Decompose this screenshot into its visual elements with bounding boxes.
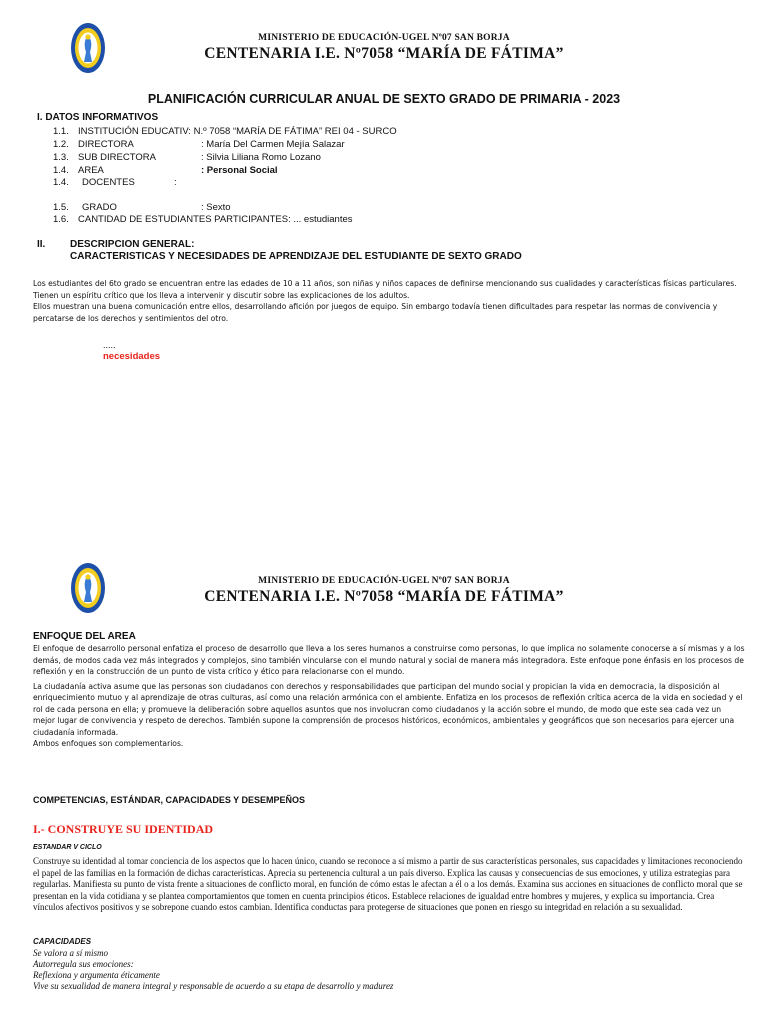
datos-row-grado [53,202,231,213]
datos-row-docentes [53,177,177,188]
document-title: PLANIFICACIÓN CURRICULAR ANUAL DE SEXTO GRADO DE PRIMARIA - 2023 [147,92,621,106]
row-label: INSTITUCIÓN EDUCATIV: N.º 7058 “MARÍA DE FÁTIMA” REI 04 - SURCO [78,126,397,137]
row-value: : Sexto [201,202,231,213]
row-number: 1.3. [53,152,69,163]
ministry-header: MINISTERIO DE EDUCACIÓN-UGEL Nº07 SAN BORJA [258,576,510,586]
estandar-text: Construye su identidad al tomar conciencia de los aspectos que lo hacen único, cuando se reconoce a sí mismo a partir de sus características personales, sus capacidades y limitaciones reconociendo el papel de las familias en la formación de dichas características. Aprecia su pertenencia cultural a un país diverso. Explica las causas y consecuencias de sus emociones, y utiliza estrategias para regularlas. Manifiesta su punto de vista frente a situaciones de conflicto moral, en función de cómo estas le afectan a él o a los demás. Examina sus acciones en situaciones de conflicto moral que se presentan en la vida cotidiana y se plantea comportamientos que tomen en cuenta principios éticos. Establece relaciones de igualdad entre hombres y mujeres, y explica su importancia. Crea vínculos afectivos positivos y se sobrepone cuando estos cambian. Identifica conductas para protegerse de situaciones que ponen en riesgo su integridad en relación a su sexualidad. [33,856,743,912]
row-label: CANTIDAD DE ESTUDIANTES PARTICIPANTES: ... estudiantes [78,214,353,225]
row-number: 1.5. [53,202,69,213]
capacidad-item: Reflexiona y argumenta éticamente [33,970,160,980]
datos-heading: I. DATOS INFORMATIVOS [37,112,159,123]
datos-row-cantidad [53,214,353,225]
capacidad-item: Se valora a sí mismo [33,948,108,958]
descripcion-paragraph-2: Ellos muestran una buena comunicación entre ellos, desarrollando afición por juegos de equipo. Sin embargo todavía tienen dificultades para respetar las normas de convivencia y percatarse de los derechos y sentimientos del otro. [33,302,718,323]
capacidad-item: Vive su sexualidad de manera integral y responsable de acuerdo a su etapa de desarrollo y madurez [33,981,394,991]
page-break [0,530,768,544]
row-number: 1.2. [53,139,69,150]
enfoque-heading: ENFOQUE DEL AREA [33,631,136,642]
datos-row-directora [53,139,345,150]
datos-row-institucion [53,126,397,137]
datos-row-area [53,165,278,176]
descripcion-heading: DESCRIPCION GENERAL: [70,239,195,250]
estandar-label: ESTANDAR V CICLO [33,844,102,851]
capacidades-label: CAPACIDADES [33,937,92,946]
placeholder-dots: ..... [103,340,116,350]
row-label: SUB DIRECTORA [78,152,156,163]
competencias-heading: COMPETENCIAS, ESTÁNDAR, CAPACIDADES Y DESEMPEÑOS [33,795,306,805]
row-value: : [174,177,177,188]
row-value: : María Del Carmen Mejía Salazar [201,139,345,150]
capacidad-item: Autorregula sus emociones: [33,959,134,969]
enfoque-paragraph-3: Ambos enfoques son complementarios. [33,739,184,748]
competencia-1-title: I.- CONSTRUYE SU IDENTIDAD [33,822,214,836]
row-number: 1.4. [53,177,69,188]
enfoque-paragraph-2: La ciudadanía activa asume que las personas son ciudadanos con derechos y responsabilidades que participan del mundo social y propician la vida en democracia, la disposición al enriquecimiento mutuo y al aprendizaje de otras culturas, así como una relación armónica con el ambiente. Enfatiza en los procesos de reflexión crítica acerca de la vida en sociedad y el rol de cada persona en ella; y promueve la deliberación sobre aquellos asuntos que nos involucran como ciudadanos y la acción sobre el mundo, de modo que este sea cada vez un mejor lugar de convivencia y respeto de derechos. También supone la comprensión de procesos históricos, económicos, ambientales y geográficos que son necesarios para ejercer una ciudadanía informada. [33,681,743,737]
row-label: DIRECTORA [78,139,134,150]
descripcion-paragraph-1: Los estudiantes del 6to grado se encuentran entre las edades de 10 a 11 años, son niñas y niños capaces de definirse mencionando sus cualidades y características físicas particulares. Tienen un espíritu crítico que los lleva a intervenir y discutir sobre las explicaciones de los adultos. [33,279,737,300]
descripcion-heading-number: II. [37,239,46,250]
enfoque-paragraph-1: El enfoque de desarrollo personal enfatiza el proceso de desarrollo que lleva a los seres humanos a construirse como personas, lo que implica no solamente conocerse a sí mismas y a los demás, de modos cada vez más integrados y complejos, sino también vincularse con el mundo natural y social de manera más integradora. Este enfoque pone énfasis en los procesos de reflexión y en la construcción de un punto de vista crítico y ético para relacionarse con el mundo. [33,644,745,676]
row-number: 1.1. [53,126,69,137]
descripcion-subheading: CARACTERISTICAS Y NECESIDADES DE APRENDIZAJE DEL ESTUDIANTE DE SEXTO GRADO [70,251,522,262]
row-label: GRADO [82,202,117,213]
descripcion-text [33,278,745,324]
school-header: CENTENARIA I.E. Nº7058 “MARÍA DE FÁTIMA” [204,45,564,62]
enfoque-text [33,643,745,750]
ministry-header: MINISTERIO DE EDUCACIÓN-UGEL Nº07 SAN BORJA [258,33,510,43]
row-label: AREA [78,165,104,176]
row-number: 1.4. [53,165,69,176]
needs-note: necesidades [103,351,161,362]
row-value: : Silvia Liliana Romo Lozano [201,152,321,163]
row-label: DOCENTES [82,177,135,188]
datos-row-subdirectora [53,152,321,163]
row-number: 1.6. [53,214,69,225]
row-value: : Personal Social [201,165,278,176]
school-header: CENTENARIA I.E. Nº7058 “MARÍA DE FÁTIMA” [204,588,564,605]
